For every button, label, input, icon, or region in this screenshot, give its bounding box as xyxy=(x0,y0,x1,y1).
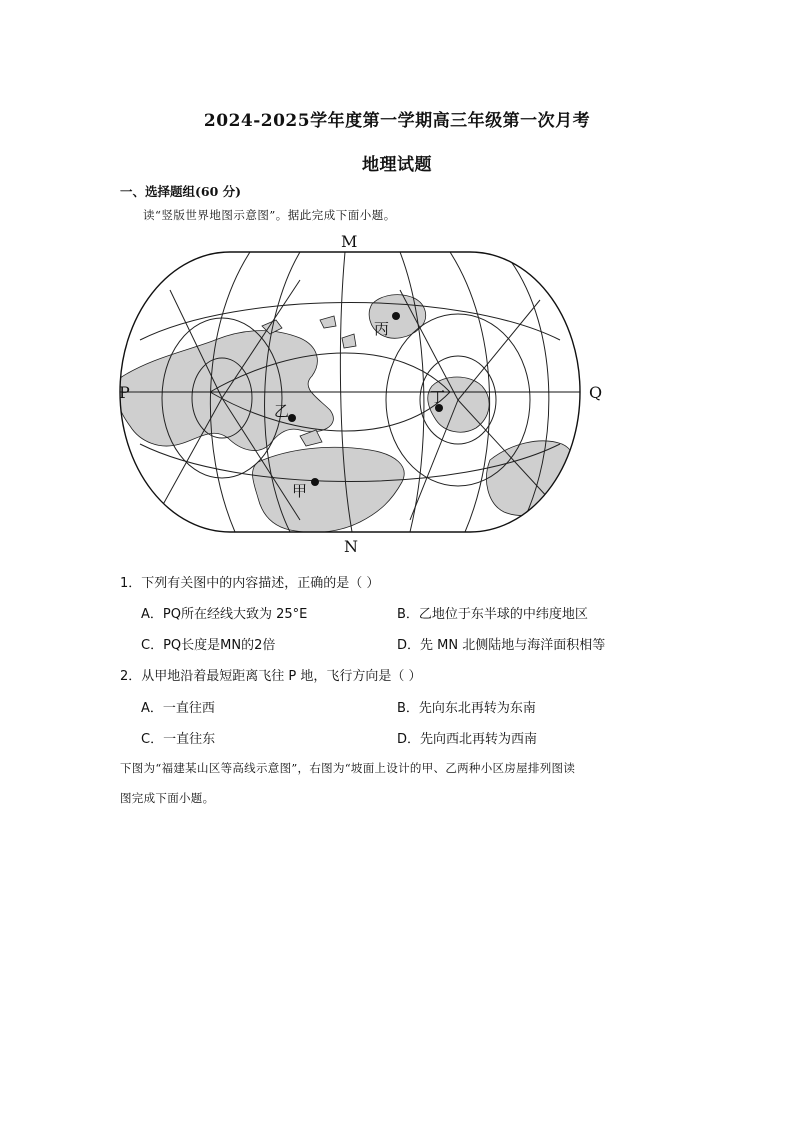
island-4 xyxy=(300,430,322,446)
place-ding-label: 丁 xyxy=(430,388,446,406)
label-q: Q xyxy=(589,383,603,402)
exam-title: 2024-2025学年度第一学期高三年级第一次月考 xyxy=(203,111,591,131)
place-jia-label: 甲 xyxy=(292,482,308,500)
question-1-option-c[interactable]: C．PQ长度是MN的2倍 xyxy=(141,638,276,653)
label-n: N xyxy=(344,537,358,556)
question-1-option-b[interactable]: B．乙地位于东半球的中纬度地区 xyxy=(397,607,588,622)
landmass-south xyxy=(253,447,405,532)
question-2-option-d[interactable]: D．先向西北再转为西南 xyxy=(397,732,538,747)
parallel-1 xyxy=(140,303,560,341)
exam-subtitle: 地理试题 xyxy=(362,155,432,175)
map-intro-text: 读“竖版世界地图示意图”。据此完成下面小题。 xyxy=(143,208,396,222)
next-group-intro-line-2: 图完成下面小题。 xyxy=(120,791,215,805)
question-2-option-a[interactable]: A．一直往西 xyxy=(141,701,215,716)
question-1-option-a[interactable]: A．PQ所在经线大致为 25°E xyxy=(141,607,308,622)
place-yi-dot xyxy=(288,414,296,422)
label-p: P xyxy=(119,383,130,402)
place-yi-label: 乙 xyxy=(274,402,290,420)
island-2 xyxy=(320,316,336,328)
land-masses xyxy=(116,295,575,533)
question-1-stem: 1．下列有关图中的内容描述，正确的是（ ） xyxy=(120,576,380,591)
question-2-stem: 2．从甲地沿着最短距离飞往 P 地，飞行方向是（ ） xyxy=(120,669,422,684)
landmass-west xyxy=(116,331,333,451)
question-1-option-d[interactable]: D．先 MN 北侧陆地与海洋面积相等 xyxy=(397,638,606,653)
island-3 xyxy=(342,334,356,348)
place-bing-dot xyxy=(392,312,400,320)
next-group-intro-line-1: 下图为“福建某山区等高线示意图”，右图为“坡面上设计的甲、乙两种小区房屋排列图读 xyxy=(120,761,576,775)
place-jia-dot xyxy=(311,478,319,486)
label-m: M xyxy=(341,232,358,251)
section-heading: 一、选择题组(60 分) xyxy=(120,184,242,199)
place-bing-label: 丙 xyxy=(374,320,390,338)
world-map-figure xyxy=(0,230,794,560)
question-2-option-c[interactable]: C．一直往东 xyxy=(141,732,216,747)
world-map-svg xyxy=(0,230,794,560)
radial-8 xyxy=(410,400,458,520)
question-2-option-b[interactable]: B．先向东北再转为东南 xyxy=(397,701,536,716)
